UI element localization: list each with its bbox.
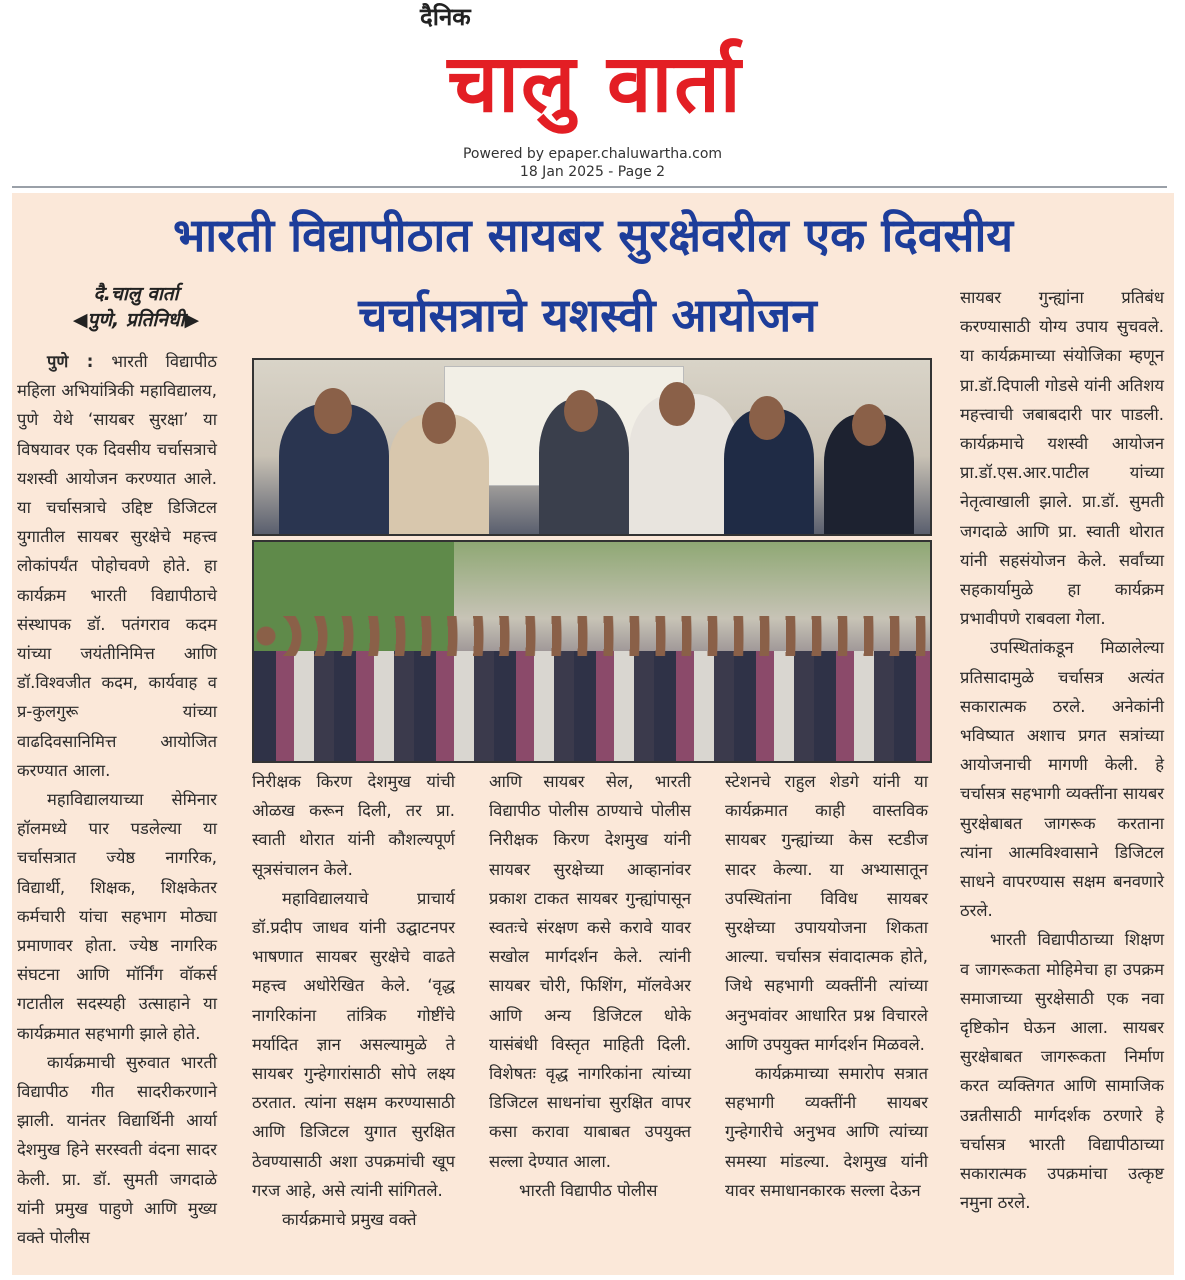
paragraph: आणि सायबर सेल, भारती विद्यापीठ पोलीस ठाण्याचे पोलीस निरीक्षक किरण देशमुख यांनी सायबर सुरक्षेच्या आव्हानांवर प्रकाश टाकत सायबर गुन्ह्यांपासून स्वतःचे संरक्षण कसे करावे यावर सखोल मार्गदर्शन केले. त्यांनी सायबर चोरी, फिशिंग, मॉलवेअर आणि अन्य डिजिटल धोके यासंबंधी विस्तृत माहिती दिली. विशेषतः वृद्ध नागरिकांना त्यांच्या डिजिटल साधनांचा सुरक्षित वापर कसा करावा याबाबत उपयुक्त सल्ला देण्यात आला.	[489, 772, 691, 1171]
article	[12, 193, 1174, 1275]
headline-line2: चर्चासत्राचे यशस्वी आयोजन	[358, 288, 817, 342]
paragraph: कार्यक्रमाची सुरुवात भारती विद्यापीठ गीत सादरीकरणाने झाली. यानंतर विद्यार्थिनी आर्या देशमुख हिने सरस्वती वंदना सादर केली. प्रा. डॉ. सुमती जगदाळे यांनी प्रमुख पाहुणे आणि मुख्य वक्ते पोलीस	[17, 1052, 217, 1248]
paragraph: निरीक्षक किरण देशमुख यांची ओळख करून दिली, तर प्रा. स्वाती थोरात यांनी कौशल्यपूर्ण सूत्रसंचालन केले.	[252, 772, 455, 879]
paragraph: कार्यक्रमाच्या समारोप सत्रात सहभागी व्यक्तींनी सायबर गुन्हेगारीचे अनुभव आणि त्यांच्या समस्या मांडल्या. देशमुख यांनी यावर समाधानकारक सल्ला देऊन	[725, 1064, 928, 1200]
paragraph: भारती विद्यापीठ पोलीस	[519, 1180, 658, 1200]
masthead-dainik: दैनिक	[420, 3, 471, 31]
column-2	[252, 767, 455, 1234]
photo-group	[252, 540, 932, 763]
photo-award-ceremony	[252, 358, 932, 536]
column-1	[17, 347, 217, 1252]
paragraph: महाविद्यालयाच्या सेमिनार हॉलमध्ये पार पडलेल्या या चर्चासत्रात ज्येष्ठ नागरिक, विद्यार्थी, शिक्षक, शिक्षकेतर कर्मचारी यांचा सहभाग मोठ्या प्रमाणावर होता. ज्येष्ठ नागरिक संघटना आणि मॉर्निंग वॉकर्स गटातील सदस्यही उत्साहाने या कार्यक्रमात सहभागी झाले होते.	[17, 790, 217, 1043]
byline-paper: दै.चालु वार्ता	[93, 283, 179, 305]
byline-place: ◀पुणे, प्रतिनिधी▶	[72, 309, 200, 331]
paragraph: महाविद्यालयाचे प्राचार्य डॉ.प्रदीप जाधव यांनी उद्घाटनपर भाषणात सायबर सुरक्षेचे वाढते महत्त्व अधोरेखित केले. ‘वृद्ध नागरिकांना तांत्रिक गोष्टींचे मर्यादित ज्ञान असल्यामुळे ते सायबर गुन्हेगारांसाठी सोपे लक्ष्य ठरतात. त्यांना सक्षम करण्यासाठी आणि डिजिटल युगात सुरक्षित ठेवण्यासाठी अशा उपक्रमांची खूप गरज आहे, असे त्यांनी सांगितले.	[252, 888, 455, 1200]
paragraph: स्टेशनचे राहुल शेडगे यांनी या कार्यक्रमात काही वास्तविक सायबर गुन्ह्यांच्या केस स्टडीज सादर केल्या. या अभ्यासातून उपस्थितांना विविध सायबर सुरक्षेच्या उपाययोजना शिकता आल्या. चर्चासत्र संवादात्मक होते, जिथे सहभागी व्यक्तींनी त्यांच्या अनुभवांवर आधारित प्रश्न विचारले आणि उपयुक्त मार्गदर्शन मिळवले.	[725, 772, 928, 1054]
column-3	[489, 767, 691, 1205]
column-4	[725, 767, 928, 1205]
masthead	[0, 0, 1185, 186]
paragraph-text: भारती विद्यापीठ महिला अभियांत्रिकी महाविद्यालय, पुणे येथे ‘सायबर सुरक्षा’ या विषयावर एक दिवसीय चर्चासत्राचे यशस्वी आयोजन करण्यात आले. या चर्चासत्राचे उद्दिष्ट डिजिटल युगातील सायबर सुरक्षेचे महत्त्व लोकांपर्यंत पोहोचवणे होते. हा कार्यक्रम भारती विद्यापीठाचे संस्थापक डॉ. पतंगराव कदम यांच्या जयंतीनिमित्त आणि डॉ.विश्वजीत कदम, कार्यवाह व प्र-कुलगुरू यांच्या वाढदिवसानिमित्त आयोजित करण्यात आला.	[17, 352, 217, 780]
paragraph: सायबर गुन्ह्यांना प्रतिबंध करण्यासाठी योग्य उपाय सुचवले. या कार्यक्रमाच्या संयोजिका म्हणून प्रा.डॉ.दिपाली गोडसे यांनी अतिशय महत्त्वाची जबाबदारी पार पाडली. कार्यक्रमाचे यशस्वी आयोजन प्रा.डॉ.एस.आर.पाटील यांच्या नेतृत्वाखाली झाले. प्रा.डॉ. सुमती जगदाळे आणि प्रा. स्वाती थोरात यांनी सहसंयोजन केले. सर्वांच्या सहकार्यामुळे हा कार्यक्रम प्रभावीपणे राबवला गेला.	[960, 288, 1164, 629]
headline-line1: भारती विद्यापीठात सायबर सुरक्षेवरील एक दिवसीय	[172, 208, 1014, 262]
dateline: पुणे :	[47, 352, 94, 371]
divider	[12, 186, 1167, 188]
byline	[22, 281, 250, 333]
paragraph	[17, 347, 217, 785]
paragraph: कार्यक्रमाचे प्रमुख वक्ते	[282, 1210, 417, 1230]
powered-by	[0, 145, 1185, 181]
newspaper-logo: चालु वार्ता	[447, 37, 743, 130]
paragraph: भारती विद्यापीठाच्या शिक्षण व जागरूकता मोहिमेचा हा उपक्रम समाजाच्या सुरक्षेसाठी एक नवा दृष्टिकोन घेऊन आला. सायबर सुरक्षेबाबत जागरूकता निर्माण करत व्यक्तिगत आणि सामाजिक उन्नतीसाठी मार्गदर्शक ठरणारे हे चर्चासत्र भारती विद्यापीठाच्या सकारात्मक उपक्रमांचा उत्कृष्ट नमुना ठरले.	[960, 930, 1164, 1213]
paragraph: उपस्थितांकडून मिळालेल्या प्रतिसादामुळे चर्चासत्र अत्यंत सकारात्मक ठरले. अनेकांनी भविष्यात अशाच प्रगत सत्रांच्या आयोजनाची मागणी केली. हे चर्चासत्र सहभागी व्यक्तींना सायबर सुरक्षेबाबत जागरूक करताना त्यांना आत्मविश्वासाने डिजिटल साधने वापरण्यास सक्षम बनवणारे ठरले.	[960, 638, 1164, 921]
powered-by-text: Powered by epaper.chaluwartha.com	[462, 146, 723, 162]
column-5	[960, 283, 1164, 1218]
date-page: 18 Jan 2025 - Page 2	[519, 164, 666, 180]
